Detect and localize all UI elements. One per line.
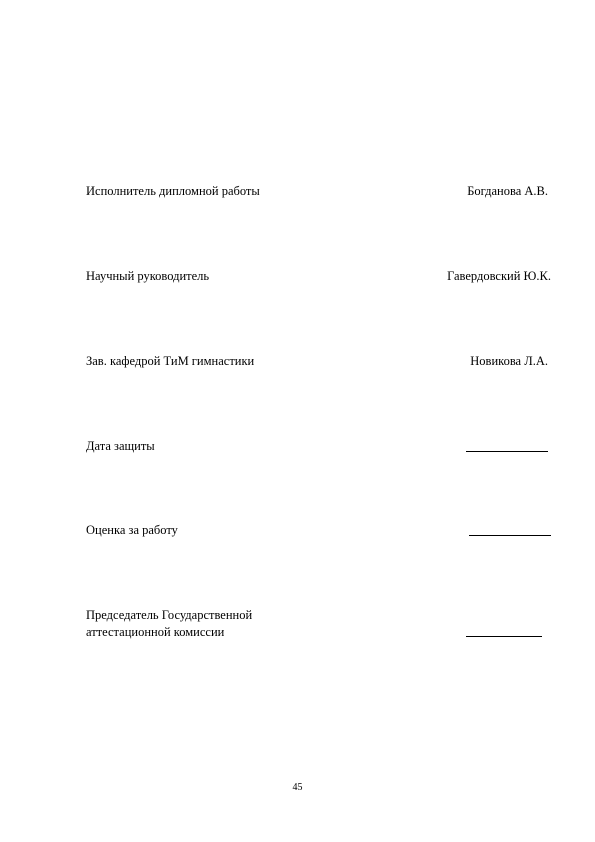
signature-row-defense-date: [86, 438, 552, 478]
commission-chair-label-line2: аттестационной комиссии: [86, 625, 225, 639]
department-head-name: Новикова Л.А.: [470, 354, 548, 368]
department-head-label: Зав. кафедрой ТиМ гимнастики: [86, 354, 255, 368]
signature-row-supervisor: [86, 268, 552, 308]
supervisor-name: Гавердовский Ю.К.: [447, 269, 551, 283]
commission-chair-label-line1: Председатель Государственной: [86, 608, 253, 622]
signature-row-department-head: [86, 353, 552, 393]
executor-name: Богданова А.В.: [467, 184, 548, 198]
signature-row-commission-chair: [86, 607, 552, 647]
signature-row-executor: [86, 183, 552, 223]
supervisor-label: Научный руководитель: [86, 269, 210, 283]
page-number: 45: [292, 782, 303, 793]
defense-date-label: Дата защиты: [86, 439, 155, 453]
signature-row-grade: [86, 522, 552, 562]
grade-label: Оценка за работу: [86, 523, 178, 537]
defense-date-blank-line: [466, 451, 548, 452]
grade-blank-line: [469, 535, 551, 536]
executor-label: Исполнитель дипломной работы: [86, 184, 260, 198]
commission-chair-blank-line: [466, 636, 542, 637]
